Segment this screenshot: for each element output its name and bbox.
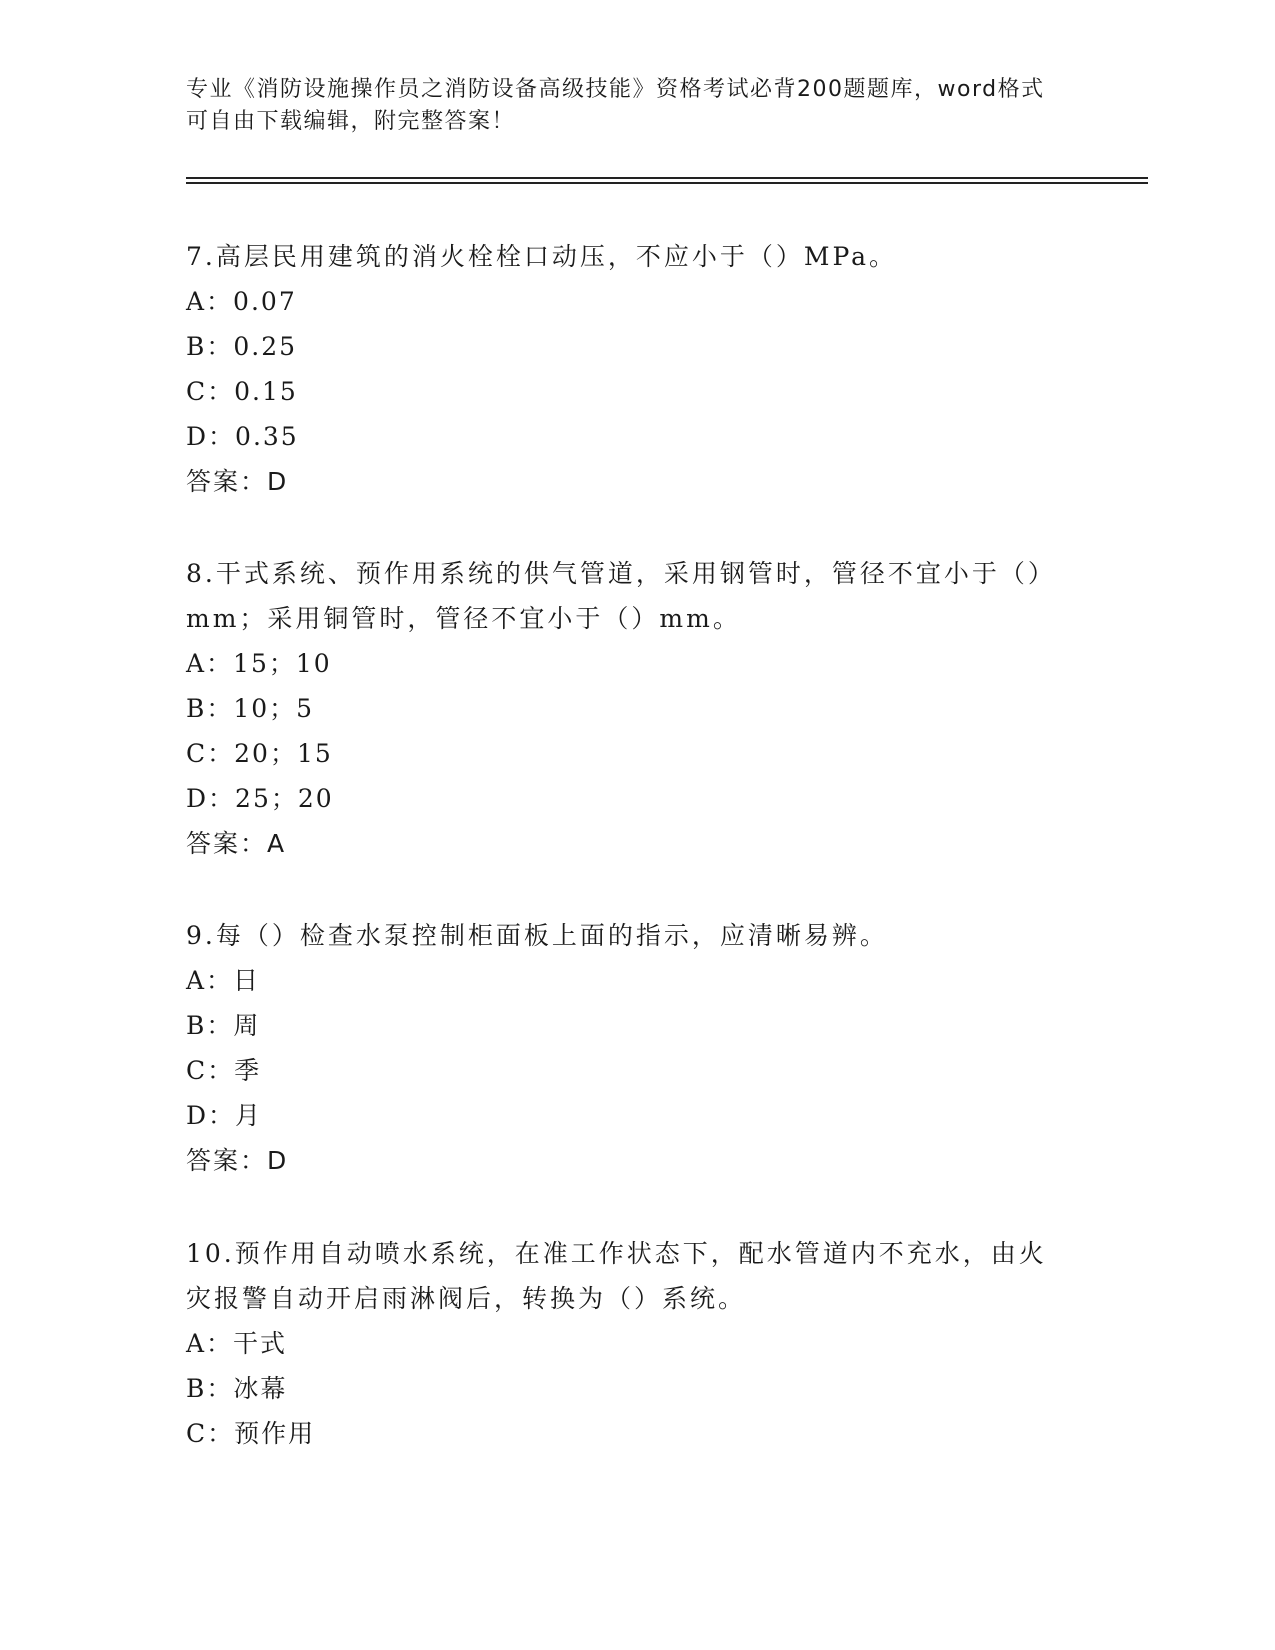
question-stem: 7.高层民用建筑的消火栓栓口动压，不应小于（）MPa。	[186, 242, 898, 271]
option-c: C：0.15	[186, 377, 298, 406]
question-stem: 9.每（）检查水泵控制柜面板上面的指示，应清晰易辨。	[186, 921, 888, 950]
question-8	[186, 551, 1066, 866]
option-b: B：0.25	[186, 332, 298, 361]
option-a: A：0.07	[186, 287, 297, 316]
option-d: D：月	[186, 1101, 263, 1130]
answer-line: 答案：D	[186, 467, 289, 496]
option-d: D：25；20	[186, 784, 334, 813]
question-stem: 8.干式系统、预作用系统的供气管道，采用钢管时，管径不宜小于（）mm；采用铜管时，管径不宜小于（）mm。	[186, 559, 1056, 633]
question-9	[186, 913, 1066, 1183]
header-rule-top	[186, 177, 1148, 179]
answer-line: 答案：D	[186, 1146, 289, 1175]
document-header: 专业《消防设施操作员之消防设备高级技能》资格考试必背200题题库，word格式可自由下载编辑，附完整答案！	[186, 77, 1045, 134]
option-b: B：10；5	[186, 694, 315, 723]
option-c: C：20；15	[186, 739, 333, 768]
option-a: A：15；10	[186, 649, 332, 678]
question-10	[186, 1231, 1066, 1456]
question-stem: 10.预作用自动喷水系统，在准工作状态下，配水管道内不充水，由火灾报警自动开启雨淋阀后，转换为（）系统。	[186, 1239, 1047, 1313]
option-c: C：季	[186, 1056, 262, 1085]
option-b: B：冰幕	[186, 1374, 288, 1403]
option-c: C：预作用	[186, 1419, 316, 1448]
option-b: B：周	[186, 1011, 261, 1040]
option-a: A：日	[186, 966, 261, 995]
option-a: A：干式	[186, 1329, 288, 1358]
option-d: D：0.35	[186, 422, 299, 451]
answer-line: 答案：A	[186, 829, 287, 858]
question-7	[186, 234, 1066, 504]
header-rule-bottom	[186, 182, 1148, 184]
